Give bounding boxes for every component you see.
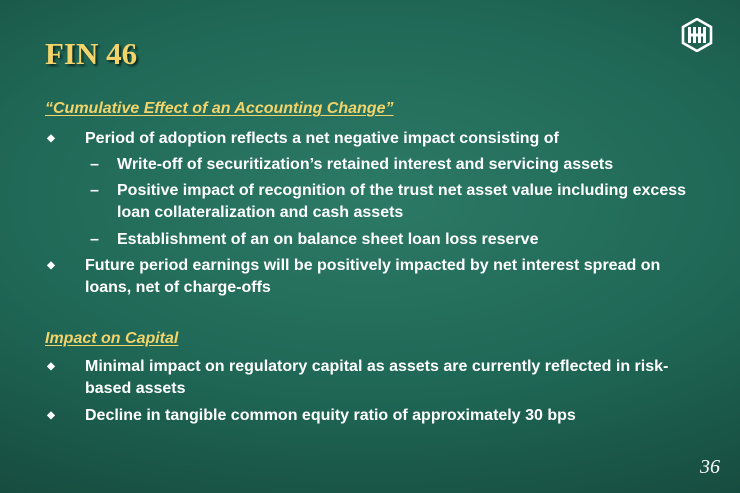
sub-bullet-text: Establishment of an on balance sheet loan loss reserve (117, 231, 539, 248)
page-number: 36 (700, 456, 720, 478)
bank-logo-icon (680, 18, 714, 52)
dash-marker: – (90, 231, 99, 248)
dash-marker: – (90, 182, 99, 199)
diamond-bullet-icon: ◆ (47, 260, 55, 271)
slide-title: FIN 46 (45, 36, 138, 71)
diamond-bullet-icon: ◆ (47, 361, 55, 372)
sub-bullet-text: Write-off of securitization’s retained interest and servicing assets (117, 156, 614, 173)
bullet-text: Future period earnings will be positively impacted by net interest spread on loans, net of charge-offs (85, 257, 661, 296)
dash-marker: – (90, 156, 99, 173)
bullet-text: Decline in tangible common equity ratio of approximately 30 bps (85, 407, 576, 424)
sub-bullet-text: Positive impact of recognition of the trust net asset value including excess loan collateralization and cash assets (117, 182, 687, 221)
diamond-bullet-icon: ◆ (47, 410, 55, 421)
bullet-text: Period of adoption reflects a net negative impact consisting of (85, 130, 559, 147)
section-heading-capital: Impact on Capital (45, 330, 179, 347)
diamond-bullet-icon: ◆ (47, 133, 55, 144)
section-heading-cumulative: “Cumulative Effect of an Accounting Change” (45, 100, 394, 117)
bullet-text: Minimal impact on regulatory capital as assets are currently reflected in risk-based assets (85, 358, 669, 397)
